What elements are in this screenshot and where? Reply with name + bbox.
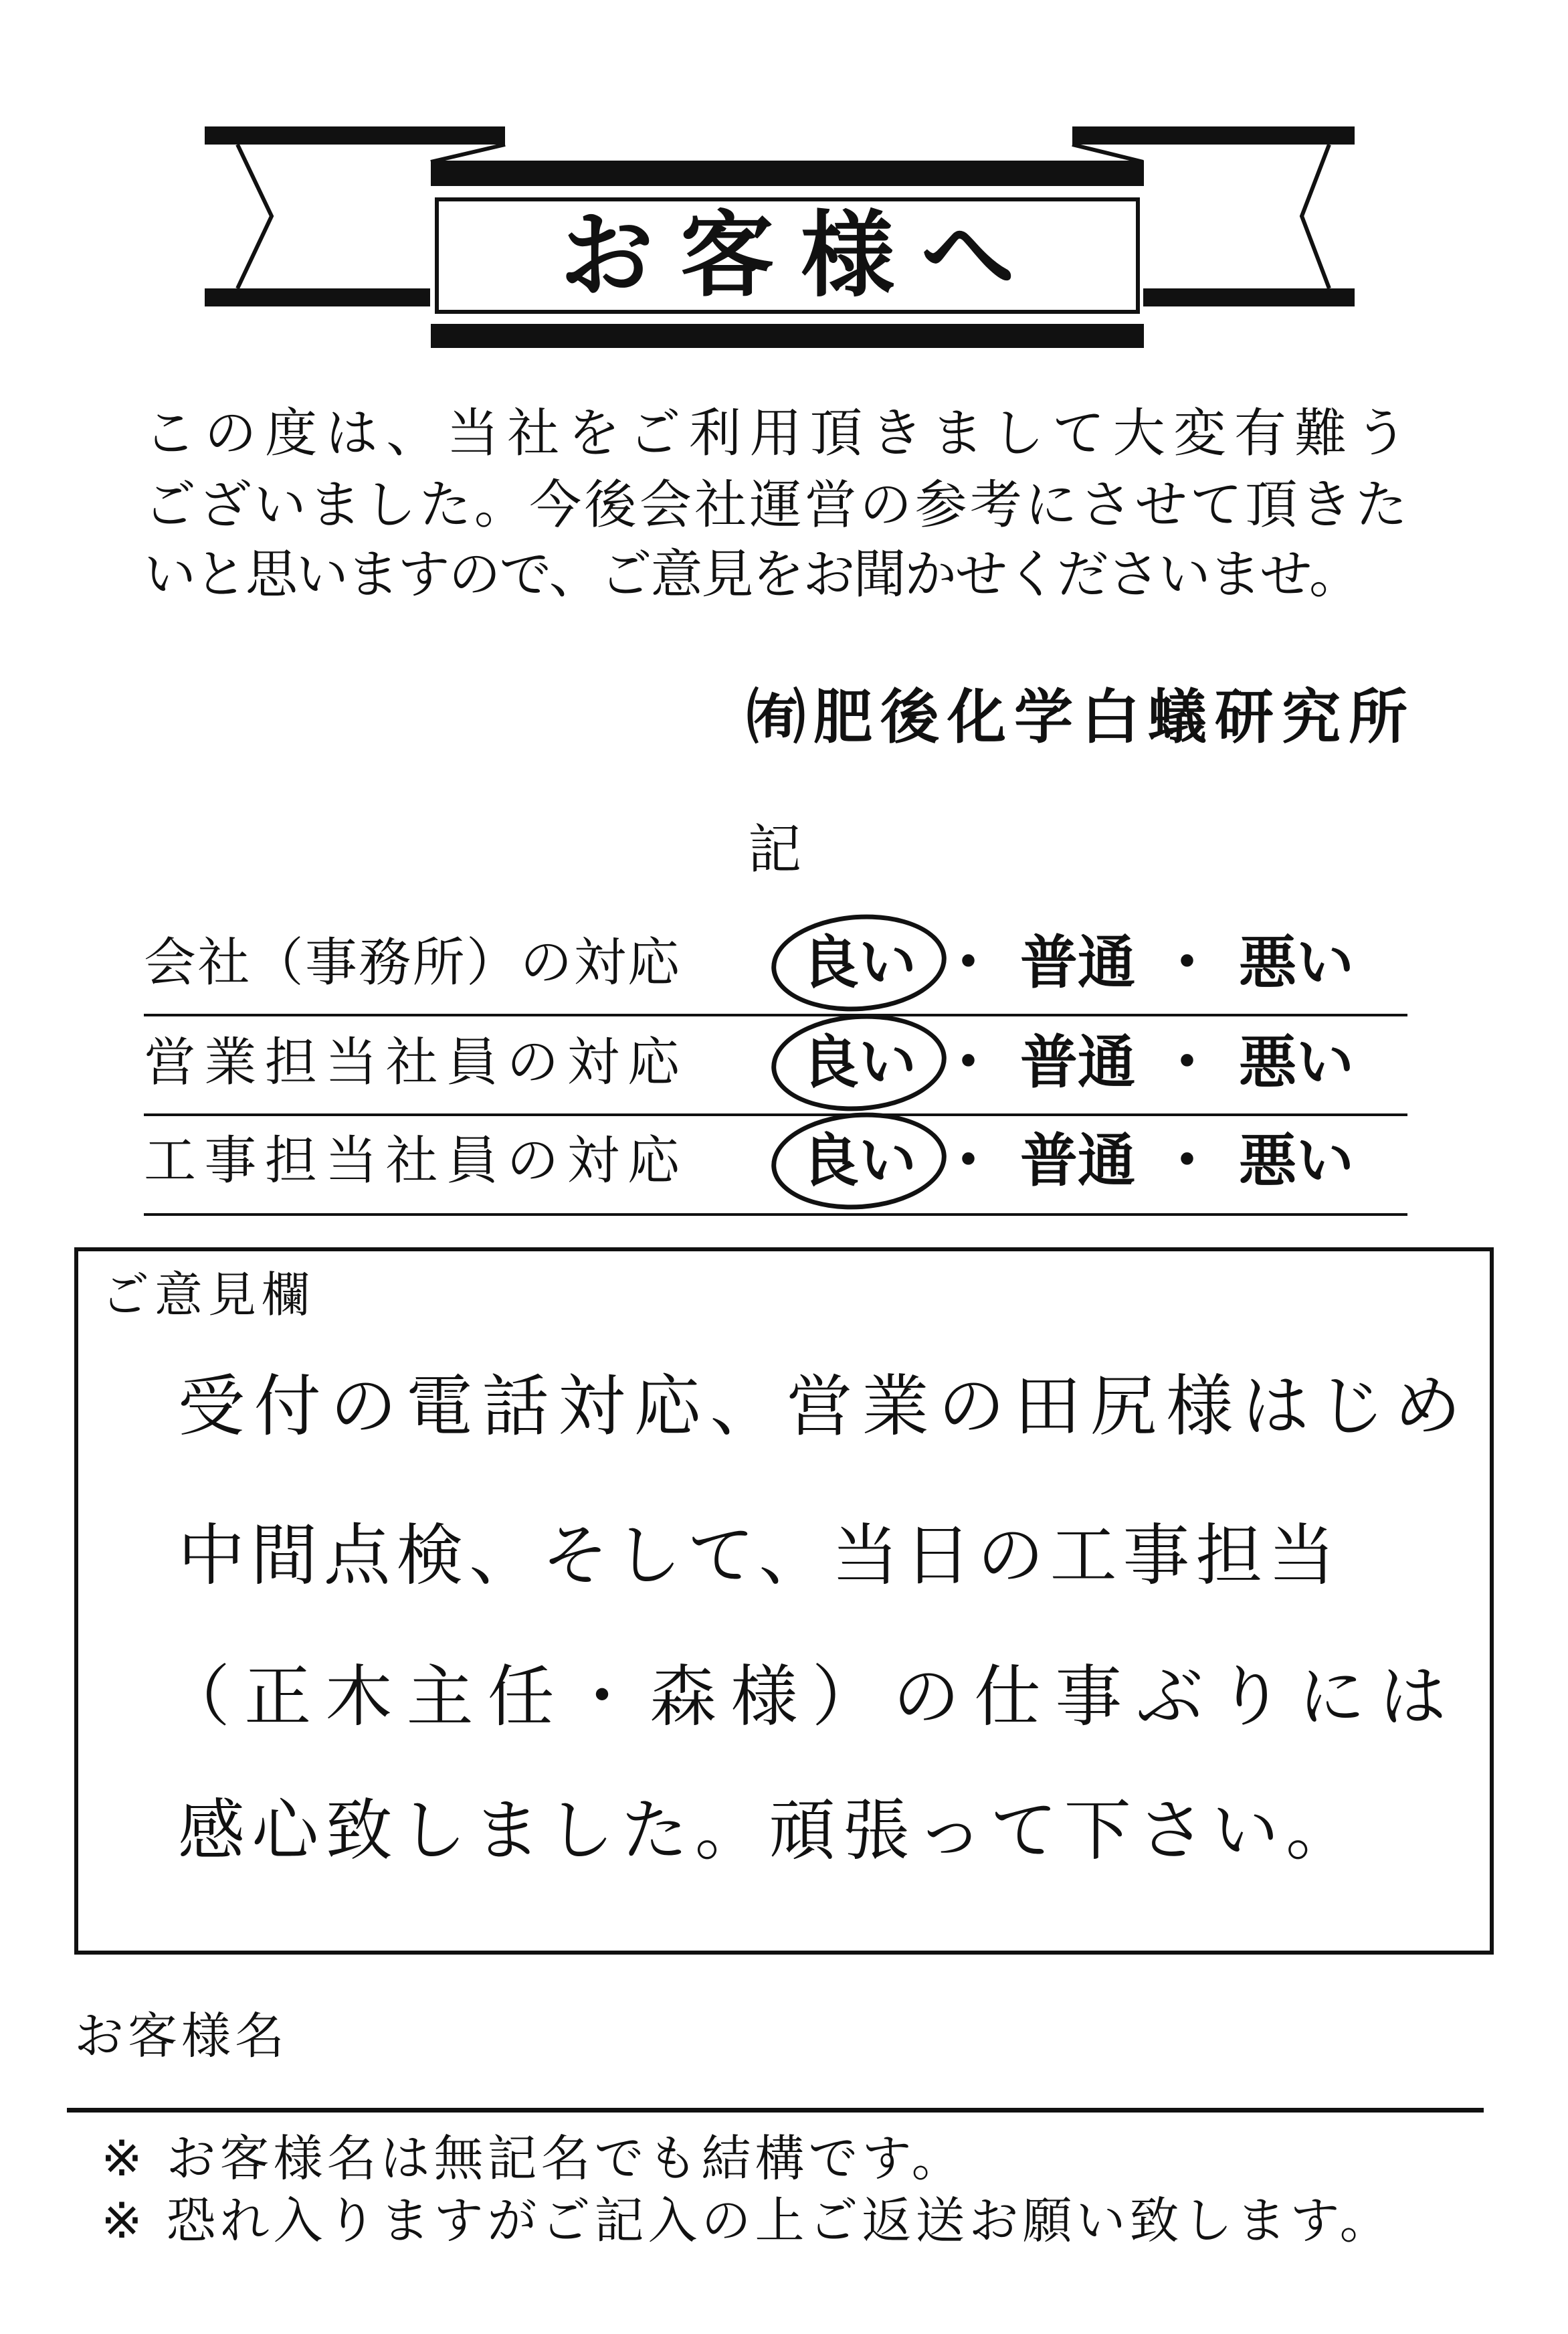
ribbon-right-top-bar [1072,126,1355,145]
ribbon-right-notch [1302,145,1329,288]
footnote: ※ 恐れ入りますがご記入の上ご返送お願い致します。 [101,2192,1393,2250]
ribbon-left-bottom-bar [205,288,430,306]
comment-box-label: ご意見欄 [101,1267,316,1323]
company-name: ㈲肥後化学白蟻研究所 [747,683,1407,751]
option-separator: ・ [939,1029,997,1096]
customer-name-underline [67,2108,1484,2113]
record-heading: 記 [748,818,801,881]
option-separator: ・ [1158,1029,1216,1096]
rating-option-average [1020,929,1135,996]
rating-option-good [801,1128,916,1194]
greeting-line: この度は、当社をご利用頂きまして大変有難う [144,403,1407,464]
ribbon-right-bottom-bar [1143,288,1355,306]
option-separator: ・ [1158,929,1216,996]
rating-option-label: 悪い [1239,1029,1354,1096]
rating-option-bad [1239,1128,1354,1194]
option-separator: ・ [1158,1128,1216,1194]
rating-row-company-office [144,919,1407,1006]
handwritten-comment-line: 受付の電話対応、営業の田尻様はじめ [178,1367,1461,1445]
title-banner [0,0,1568,375]
form-title: お客様へ [559,201,1042,310]
ribbon-left-notch [237,145,272,288]
rating-option-good [801,1029,916,1096]
greeting-line: ございました。今後会社運営の参考にさせて頂きた [144,475,1407,535]
option-separator: ・ [939,1128,997,1194]
row-divider [144,1014,1407,1016]
rating-row-construction-staff [144,1117,1407,1204]
banner-top-bar [431,161,1144,186]
rating-options [801,929,1354,996]
rating-option-label: 悪い [1239,929,1354,996]
rating-row-label: 営業担当社員の対応 [144,1033,680,1093]
footnote: ※ お客様名は無記名でも結構です。 [101,2130,965,2187]
ribbon-right-fold [1072,145,1143,162]
rating-option-label: 普通 [1020,929,1135,996]
comment-box [74,1247,1494,1955]
rating-option-average [1020,1128,1135,1194]
rating-option-label: 良い [801,1128,916,1194]
banner-bottom-bar [431,324,1144,348]
row-divider [144,1113,1407,1116]
handwritten-comment-line: 中間点検、そして、当日の工事担当 [178,1516,1335,1595]
rating-option-label: 良い [801,1029,916,1096]
rating-option-label: 良い [801,929,916,996]
rating-option-bad [1239,929,1354,996]
rating-option-average [1020,1029,1135,1096]
rating-options [801,1128,1354,1194]
ribbon-left-top-bar [205,126,505,145]
rating-options [801,1029,1354,1096]
rating-option-good [801,929,916,996]
handwritten-comment-line: （正木主任・森様）の仕事ぶりには [163,1657,1446,1736]
rating-option-label: 普通 [1020,1128,1135,1194]
rating-row-label: 会社（事務所）の対応 [144,933,680,993]
greeting-line: いと思いますので、ご意見をお聞かせくださいませ。 [144,545,1359,605]
rating-option-label: 悪い [1239,1128,1354,1194]
ribbon-left-fold [431,145,505,162]
customer-name-label: お客様名 [74,2007,288,2065]
option-separator: ・ [939,929,997,996]
row-divider [144,1213,1407,1216]
rating-option-bad [1239,1029,1354,1096]
rating-option-label: 普通 [1020,1029,1135,1096]
rating-row-sales-staff [144,1019,1407,1106]
handwritten-comment-line: 感心致しました。頑張って下さい。 [178,1791,1353,1870]
rating-row-label: 工事担当社員の対応 [144,1131,680,1191]
